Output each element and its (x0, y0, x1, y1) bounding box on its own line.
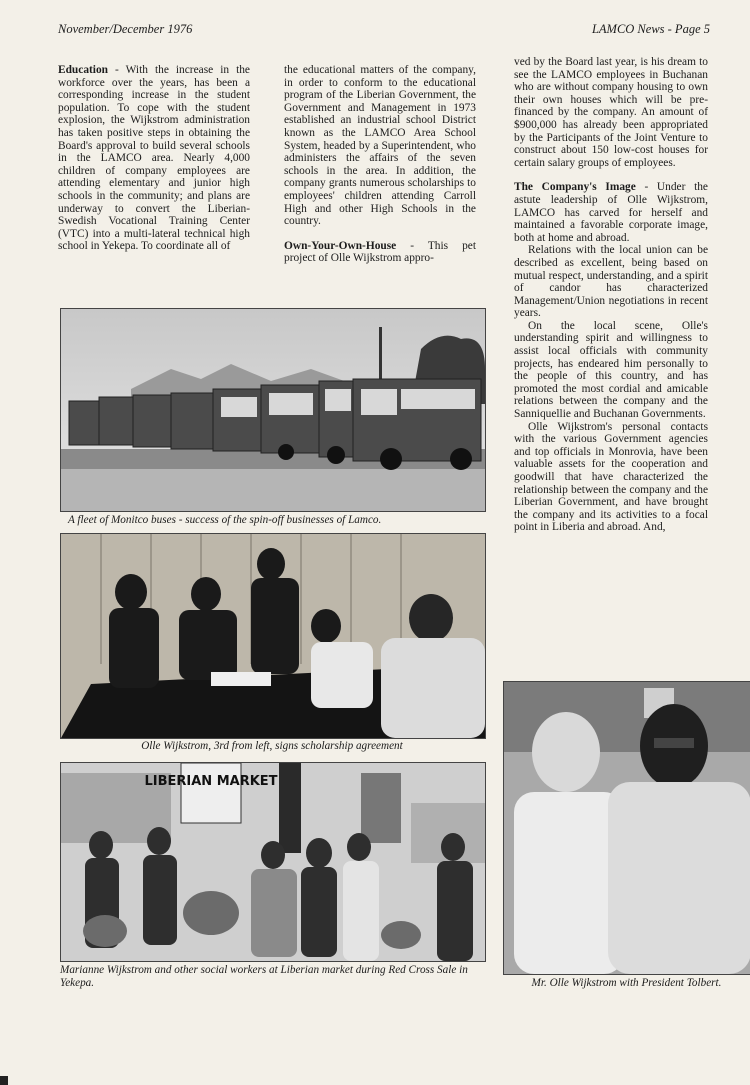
company-image-text: - Under the astute leadership of Olle Wijkstrom, LAMCO has carved for herself and maintained a favorable corporate image, both at home and abroad. (514, 181, 708, 244)
own-house-paragraph (284, 240, 476, 265)
image-paragraph (514, 181, 708, 244)
own-house-heading: Own-Your-Own-House (284, 239, 397, 252)
market-sign-text: LIBERIAN MARKET (144, 774, 278, 789)
column-2 (284, 64, 476, 265)
market-photo (60, 762, 486, 962)
company-image-heading: The Company's Image (514, 181, 636, 194)
page-header: LAMCO News - Page 5 (591, 22, 710, 36)
buses-photo (60, 308, 486, 512)
column-1 (58, 64, 250, 253)
education-paragraph (58, 64, 250, 253)
tolbert-photo (503, 681, 750, 975)
union-paragraph: Relations with the local union can be described as excellent, being based on mutual respect, understanding, and a spirit of candor has characterized Management/Union negotiations in recent years. (514, 244, 708, 320)
buses-caption: A fleet of Monitco buses - success of the spin-off businesses of Lamco. (68, 514, 382, 526)
own-house-continued: ved by the Board last year, is his dream to see the LAMCO employees in Buchanan who are without company housing to own their own houses which will be pre-financed by the company. An amount of $900,000 has already been appropriated by the Participants of the Joint Venture to construct about 150 low-cost houses for certain salary groups of employees. (514, 56, 708, 169)
market-caption: Marianne Wijkstrom and other social workers at Liberian market during Red Cross Sale in Yekepa. (60, 964, 468, 989)
education-heading: Education (58, 64, 109, 76)
own-house-text: - This pet project of Olle Wijkstrom appro- (284, 239, 476, 265)
education-text: - With the increase in the workforce over the years, has been a corresponding increase in the student population. To cope with the student explosion, the Wijkstrom administration has taken positive steps in obtaining the Board's approval to build several schools in the LAMCO area. Nearly 4,000 children of company employees are attending elementary and junior high schools in the community; and plans are underway to convert the Liberian-Swedish Vocational Training Center (VTC) into a multi-lateral technical high school in Yekepa. To coordinate all of (58, 64, 250, 253)
column-3 (514, 56, 708, 534)
signing-photo (60, 533, 486, 739)
education-continued: the educational matters of the company, in order to conform to the educational program of the Liberian Government, the Government and Management in 1973 established an industrial school District known as the LAMCO Area School System, headed by a Superintendent, who administers the affairs of the seven schools in the area. In addition, the company grants numerous scholarships to employees' children attending Carroll High and other High Schools in the country. (284, 64, 476, 228)
tolbert-caption: Mr. Olle Wijkstrom with President Tolbert. (531, 977, 722, 989)
issue-date: November/December 1976 (58, 22, 193, 36)
local-scene-paragraph: On the local scene, Olle's understanding spirit and willingness to assist local officials with community projects, has endeared him personally to the people of this country, and has promoted the most cordial and amicable relations between the company and the Sanniquellie and Buchanan Governments. (514, 319, 708, 421)
signing-caption: Olle Wijkstrom, 3rd from left, signs scholarship agreement (141, 740, 403, 752)
contacts-paragraph: Olle Wijkstrom's personal contacts with the various Government agencies and top officials in Monrovia, have been valuable assets for the cooperation and goodwill that have characterized the relationship between the company and the Liberian Government, and have brought the company and its activities to a focal point in Liberia and abroad. And, (514, 420, 708, 534)
print-mark (0, 1076, 8, 1085)
